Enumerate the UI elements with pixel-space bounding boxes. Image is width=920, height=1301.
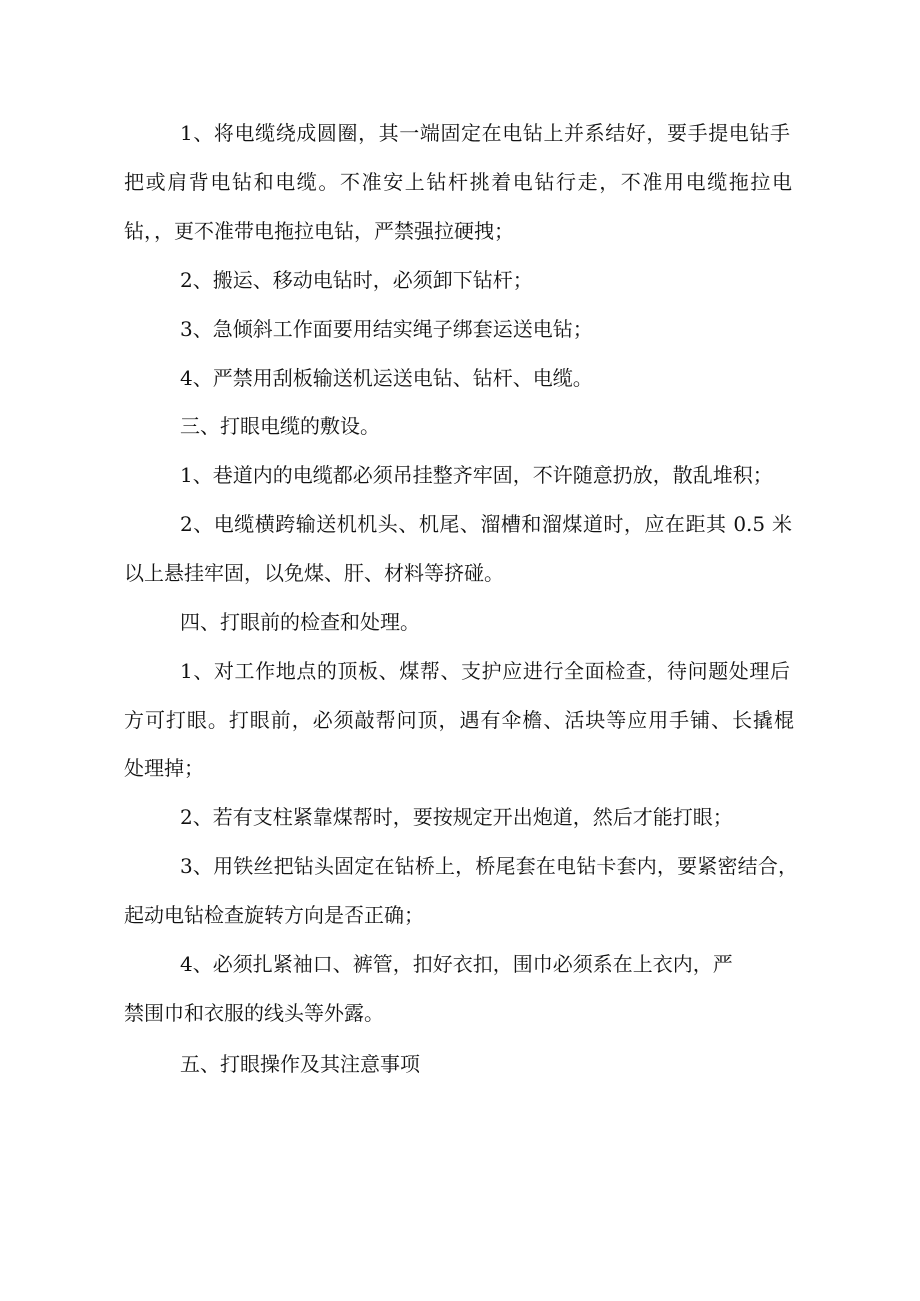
paragraph-line: 处理掉； <box>124 756 204 780</box>
paragraph-line: 3、急倾斜工作面要用结实绳子绑套运送电钻； <box>180 317 593 341</box>
paragraph-line: 禁围巾和衣服的线头等外露。 <box>124 1001 384 1025</box>
section-heading: 四、打眼前的检查和处理。 <box>180 610 420 634</box>
section-heading: 三、打眼电缆的敷设。 <box>180 414 380 438</box>
paragraph-line: 4、严禁用刮板输送机运送电钻、钻杆、电缆。 <box>180 366 593 390</box>
paragraph-line: 1、对工作地点的顶板、煤帮、支护应进行全面检查，待问题处理后 <box>180 659 790 683</box>
paragraph-line: 1、巷道内的电缆都必须吊挂整齐牢固，不许随意扔放，散乱堆积； <box>180 463 773 487</box>
paragraph-line: 2、搬运、移动电钻时，必须卸下钻杆； <box>180 268 533 292</box>
paragraph-line: 4、必须扎紧袖口、裤管，扣好衣扣，围巾必须系在上衣内，严 <box>180 952 733 976</box>
paragraph-line: 3、用铁丝把钻头固定在钻桥上，桥尾套在电钻卡套内，要紧密结合， <box>180 854 798 878</box>
paragraph-line: 起动电钻检查旋转方向是否正确； <box>124 903 424 927</box>
section-heading: 五、打眼操作及其注意事项 <box>180 1052 420 1076</box>
paragraph-line: 2、电缆横跨输送机机头、机尾、溜槽和溜煤道时，应在距其 0.5 米 <box>180 512 792 536</box>
paragraph-line: 钻，，更不准带电拖拉电钻，严禁强拉硬拽； <box>124 219 514 243</box>
paragraph-line: 方可打眼。打眼前，必须敲帮问顶，遇有伞檐、活块等应用手铺、长撬棍 <box>124 708 794 732</box>
paragraph-line: 以上悬挂牢固，以免煤、肝、材料等挤碰。 <box>124 561 504 585</box>
paragraph-line: 2、若有支柱紧靠煤帮时，要按规定开出炮道，然后才能打眼； <box>180 805 733 829</box>
paragraph-line: 1、将电缆绕成圆圈，其一端固定在电钻上并系结好，要手提电钻手 <box>180 121 790 145</box>
paragraph-line: 把或肩背电钻和电缆。不准安上钻杆挑着电钻行走，不准用电缆拖拉电 <box>124 170 792 194</box>
